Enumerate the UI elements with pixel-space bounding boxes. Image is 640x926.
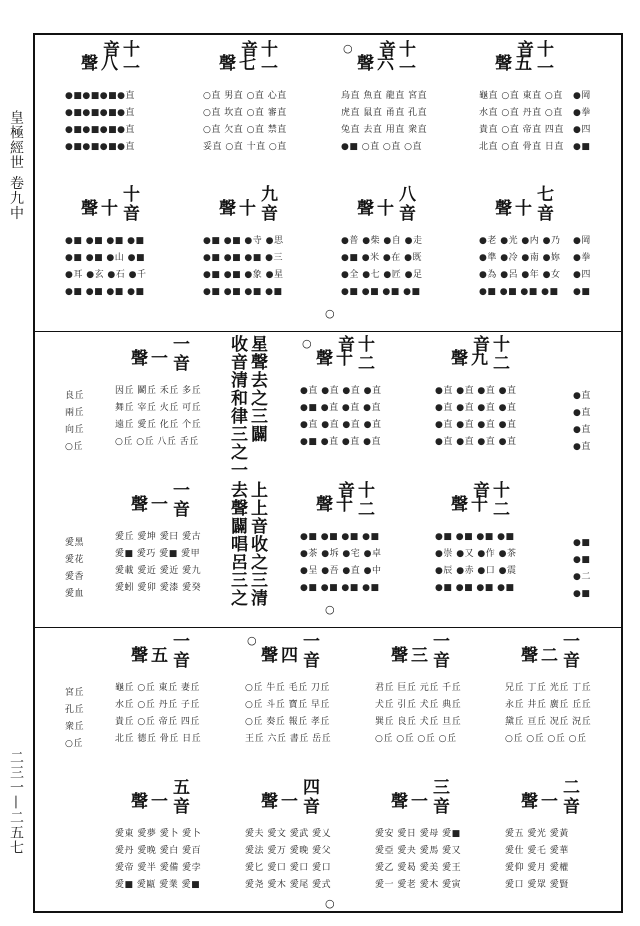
block-heading-sound: 八聲 bbox=[77, 54, 117, 73]
extra-row: ●■ bbox=[573, 555, 591, 565]
block-row: ●■ ●■ ●■ ●■ bbox=[300, 532, 380, 542]
block-row: ●■●■●■●直 bbox=[65, 91, 135, 101]
block-row: ●■ ●■ ●■ ●■ bbox=[341, 287, 421, 297]
block-heading-sound: 十聲 bbox=[447, 495, 487, 514]
block-row: 愛匕 愛口 愛口 愛口 bbox=[245, 863, 332, 873]
block-row: ●■●■●■●直 bbox=[65, 142, 135, 152]
block-row: ●■ ●直 ●直 ●直 bbox=[300, 403, 381, 413]
block-row: 愛五 愛光 愛黃 bbox=[505, 829, 569, 839]
page-frame bbox=[33, 33, 623, 913]
block-heading-sound: 三聲 bbox=[387, 646, 427, 665]
verse-block bbox=[341, 185, 469, 333]
block-row: ●■ ●直 ●直 ●直 bbox=[300, 437, 381, 447]
block-heading-sound: 六聲 bbox=[353, 54, 393, 73]
extra-row: 愛黑 bbox=[65, 538, 85, 548]
block-heading bbox=[449, 481, 509, 521]
block-heading-sound: 二聲 bbox=[517, 646, 557, 665]
section-2-left-column-lower bbox=[65, 535, 105, 603]
block-heading-tone: 一音 bbox=[169, 335, 189, 373]
extra-row: 愛香 bbox=[65, 572, 85, 582]
block-row: ○直 坎直 ○直 審直 bbox=[203, 108, 287, 118]
block-row: 愛安 愛日 愛母 愛■ bbox=[375, 829, 461, 839]
block-heading-sound: 十聲 bbox=[491, 199, 531, 218]
extra-row: 兩丘 bbox=[65, 408, 85, 418]
block-row: 愛法 愛万 愛晚 愛父 bbox=[245, 846, 332, 856]
verse-block bbox=[65, 185, 193, 333]
note-line: 星聲去之三闢 bbox=[247, 335, 267, 443]
block-heading-sound: 一聲 bbox=[257, 792, 297, 811]
block-row: ●■ ●■ ●山 ●■ bbox=[65, 253, 146, 263]
block-heading bbox=[79, 40, 139, 80]
block-row: ●■ ●■ ●■ ●■ bbox=[435, 583, 515, 593]
block-heading bbox=[217, 185, 277, 225]
block-row: ●■ ●■ ●■ ●■ bbox=[479, 287, 559, 297]
block-rows bbox=[341, 233, 467, 301]
block-rows bbox=[245, 680, 371, 748]
block-heading bbox=[129, 778, 189, 818]
block-rows bbox=[115, 383, 241, 451]
block-row: 愛東 愛夢 愛卜 愛卜 bbox=[115, 829, 202, 839]
circle-mark: ○ bbox=[343, 42, 353, 55]
verse-block bbox=[203, 40, 331, 188]
extra-row: ●岡 bbox=[573, 91, 591, 101]
verse-block bbox=[115, 335, 243, 483]
block-row: ●直 ●直 ●直 ●直 bbox=[435, 386, 517, 396]
extra-row: 孔丘 bbox=[65, 705, 85, 715]
block-heading-tone: 一音 bbox=[169, 632, 189, 670]
verse-block bbox=[505, 778, 633, 926]
block-row: 愛■ 愛甌 愛業 愛■ bbox=[115, 880, 201, 890]
circle-mark: ○ bbox=[302, 337, 312, 350]
block-row: 愛口 愛眾 愛賢 bbox=[505, 880, 569, 890]
section-1-side-column-lower bbox=[573, 233, 613, 301]
verse-block bbox=[505, 632, 633, 780]
verse-block bbox=[115, 778, 243, 926]
block-heading bbox=[493, 185, 553, 225]
block-heading bbox=[129, 632, 189, 672]
verse-block bbox=[245, 778, 373, 926]
extra-row: ●直 bbox=[573, 408, 591, 418]
block-row: 愛仰 愛月 愛權 bbox=[505, 863, 569, 873]
block-heading-tone: 十一音 bbox=[513, 40, 553, 78]
block-row: 愛蚓 愛卯 愛漆 愛癸 bbox=[115, 583, 202, 593]
block-heading bbox=[493, 40, 553, 80]
block-row: ●■ ●■ ●象 ●星 bbox=[203, 270, 284, 280]
section-2-right-column-lower bbox=[573, 535, 613, 603]
verse-block bbox=[375, 632, 503, 780]
verse-block bbox=[300, 335, 428, 483]
extra-row: ●岡 bbox=[573, 236, 591, 246]
block-row: ○丘 ○丘 八丘 舌丘 bbox=[115, 437, 199, 447]
block-rows bbox=[435, 383, 561, 451]
block-heading-tone: 十二音 bbox=[469, 481, 509, 519]
block-row: ○丘 斗丘 寶丘 早丘 bbox=[245, 700, 330, 710]
block-row: ●■ ●■ ●■ ●■ bbox=[65, 287, 145, 297]
block-row: 因丘 鬭丘 禾丘 多丘 bbox=[115, 386, 202, 396]
block-heading-sound: 九聲 bbox=[447, 349, 487, 368]
block-row: ●普 ●柴 ●自 ●走 bbox=[341, 236, 423, 246]
block-row: 北丘 德丘 骨丘 日丘 bbox=[115, 734, 202, 744]
block-heading bbox=[519, 632, 579, 672]
block-row: ○丘 奏丘 報丘 孝丘 bbox=[245, 717, 330, 727]
extra-row: ●■ bbox=[573, 538, 591, 548]
block-rows bbox=[300, 529, 426, 597]
block-rows bbox=[245, 826, 371, 894]
extra-row: ●拳 bbox=[573, 108, 591, 118]
block-heading bbox=[79, 185, 139, 225]
block-row: 水丘 ○丘 丹丘 子丘 bbox=[115, 700, 200, 710]
block-heading bbox=[314, 481, 374, 521]
block-heading-tone: 十二音 bbox=[334, 335, 374, 373]
block-row: 龜丘 ○丘 東丘 妻丘 bbox=[115, 683, 200, 693]
extra-row: 衆丘 bbox=[65, 722, 85, 732]
block-row: ○丘 ○丘 ○丘 ○丘 bbox=[375, 734, 457, 744]
verse-block bbox=[375, 778, 503, 926]
block-row: ●呈 ●吾 ●直 ●中 bbox=[300, 566, 382, 576]
block-rows bbox=[115, 826, 241, 894]
verse-block bbox=[341, 40, 469, 188]
block-row: 愛丹 愛晚 愛白 愛百 bbox=[115, 846, 202, 856]
block-heading bbox=[129, 335, 189, 375]
block-row: 兄丘 丁丘 光丘 丁丘 bbox=[505, 683, 592, 693]
block-row: 舞丘 宰丘 火丘 可丘 bbox=[115, 403, 202, 413]
block-row: 烏直 魚直 龍直 宮直 bbox=[341, 91, 428, 101]
block-heading-tone: 五音 bbox=[169, 778, 189, 816]
block-row: ●直 ●直 ●直 ●直 bbox=[300, 386, 382, 396]
block-heading-tone: 八音 bbox=[395, 185, 415, 223]
section-1-side-column bbox=[573, 88, 613, 156]
block-heading-tone: 十二音 bbox=[469, 335, 509, 373]
block-row: 巽丘 良丘 犬丘 旦丘 bbox=[375, 717, 462, 727]
block-row: 貴直 ○直 帝直 四直 bbox=[479, 125, 564, 135]
block-heading-tone: 十一音 bbox=[99, 40, 139, 78]
block-heading-tone: 十一音 bbox=[237, 40, 277, 78]
block-row: 愛丘 愛坤 愛曰 愛古 bbox=[115, 532, 202, 542]
block-rows bbox=[115, 680, 241, 748]
block-row: ●耳 ●玄 ●石 ●千 bbox=[65, 270, 147, 280]
block-row: ○丘 牛丘 毛丘 刀丘 bbox=[245, 683, 330, 693]
block-heading-sound: 五聲 bbox=[491, 54, 531, 73]
extra-row: ●■ bbox=[573, 589, 591, 599]
verse-block bbox=[115, 481, 243, 629]
block-row: ●直 ●直 ●直 ●直 bbox=[435, 437, 517, 447]
block-heading-tone: 九音 bbox=[257, 185, 277, 223]
block-row: ●■ ●■ ●■ ●三 bbox=[203, 253, 284, 263]
block-rows bbox=[505, 680, 631, 748]
extra-row: 宮丘 bbox=[65, 688, 85, 698]
block-rows bbox=[115, 529, 241, 597]
block-row: 虎直 鼠直 甬直 孔直 bbox=[341, 108, 428, 118]
extra-row: ●四 bbox=[573, 270, 591, 280]
block-heading-tone: 一音 bbox=[299, 632, 319, 670]
block-heading-sound: 十聲 bbox=[312, 349, 352, 368]
block-row: 犬丘 引丘 犬丘 典丘 bbox=[375, 700, 462, 710]
extra-row: ●■ bbox=[573, 142, 591, 152]
block-heading-sound: 十聲 bbox=[353, 199, 393, 218]
block-row: ●■ ●■ ●■ ●■ bbox=[435, 532, 515, 542]
extra-row: ○丘 bbox=[65, 442, 83, 452]
block-heading-sound: 十聲 bbox=[215, 199, 255, 218]
block-heading-sound: 四聲 bbox=[257, 646, 297, 665]
block-heading-tone: 一音 bbox=[429, 632, 449, 670]
block-heading bbox=[302, 335, 374, 375]
verse-block bbox=[115, 632, 243, 780]
block-heading-sound: 一聲 bbox=[387, 792, 427, 811]
block-heading-sound: 一聲 bbox=[127, 495, 167, 514]
block-row: ●■●■●■●直 bbox=[65, 108, 135, 118]
block-heading-tone: 十一音 bbox=[375, 40, 415, 78]
note-line: 上上音收之三清 bbox=[247, 481, 267, 607]
block-rows bbox=[300, 383, 426, 451]
block-row: ●■ ●■ ●寺 ●思 bbox=[203, 236, 284, 246]
block-heading-tone: 一音 bbox=[169, 481, 189, 519]
extra-row: ●直 bbox=[573, 425, 591, 435]
block-row: 兔直 去直 用直 衆直 bbox=[341, 125, 428, 135]
block-heading bbox=[389, 778, 449, 818]
block-heading-tone: 十二音 bbox=[334, 481, 374, 519]
block-heading bbox=[217, 40, 277, 80]
block-row: 愛夫 愛文 愛武 愛乂 bbox=[245, 829, 332, 839]
block-row: ●■●■●■●直 bbox=[65, 125, 135, 135]
section-2-right-column bbox=[573, 388, 613, 456]
block-heading-tone: 三音 bbox=[429, 778, 449, 816]
block-row: 龜直 ○直 東直 ○直 bbox=[479, 91, 563, 101]
block-row: 愛帝 愛半 愛備 愛孛 bbox=[115, 863, 202, 873]
extra-row: 愛花 bbox=[65, 555, 85, 565]
block-heading-tone: 十音 bbox=[119, 185, 139, 223]
block-heading-sound: 十聲 bbox=[77, 199, 117, 218]
block-row: 愛載 愛近 愛近 愛九 bbox=[115, 566, 202, 576]
circle-mark: ○ bbox=[247, 634, 257, 647]
block-row: 貴丘 ○丘 帝丘 四丘 bbox=[115, 717, 200, 727]
verse-block bbox=[203, 185, 331, 333]
block-heading-sound: 一聲 bbox=[127, 349, 167, 368]
extra-row: ○丘 bbox=[65, 739, 83, 749]
block-row: ●■ ●■ ●■ ●■ bbox=[65, 236, 145, 246]
block-row: 愛亞 愛夬 愛馬 愛又 bbox=[375, 846, 462, 856]
extra-row: ●直 bbox=[573, 391, 591, 401]
block-row: ○丘 ○丘 ○丘 ○丘 bbox=[505, 734, 587, 744]
block-heading bbox=[247, 632, 319, 672]
block-row: 愛乙 愛曷 愛美 愛王 bbox=[375, 863, 462, 873]
block-row: ●辰 ●赤 ●口 ●震 bbox=[435, 566, 517, 576]
block-rows bbox=[203, 233, 329, 301]
verse-block bbox=[65, 40, 193, 188]
block-heading-sound: 一聲 bbox=[127, 792, 167, 811]
block-heading-sound: 一聲 bbox=[517, 792, 557, 811]
verse-block bbox=[435, 335, 563, 483]
block-heading-sound: 五聲 bbox=[127, 646, 167, 665]
note-line: 去聲闢唱呂三之 bbox=[227, 481, 247, 607]
note-line: 收音清和律三之一 bbox=[227, 335, 247, 479]
section-3-left-column bbox=[65, 685, 105, 753]
block-heading bbox=[355, 185, 415, 225]
block-heading-sound: 十聲 bbox=[312, 495, 352, 514]
block-heading bbox=[129, 481, 189, 521]
block-row: ●準 ●冷 ●南 ●妳 bbox=[479, 253, 561, 263]
block-rows bbox=[435, 529, 561, 597]
block-row: ○直 男直 ○直 心直 bbox=[203, 91, 287, 101]
block-row: ●直 ●直 ●直 ●直 bbox=[300, 420, 382, 430]
block-row: 愛仕 愛乇 愛華 bbox=[505, 846, 569, 856]
section-2-note-upper bbox=[227, 335, 267, 479]
extra-row: ●直 bbox=[573, 442, 591, 452]
block-row: ●崇 ●又 ●作 ●茶 bbox=[435, 549, 517, 559]
block-heading-tone: 四音 bbox=[299, 778, 319, 816]
block-row: ●為 ●呂 ●年 ●女 bbox=[479, 270, 561, 280]
block-heading-sound: 七聲 bbox=[215, 54, 255, 73]
block-row: 愛一 愛老 愛木 愛寅 bbox=[375, 880, 462, 890]
block-row: ○直 欠直 ○直 禁直 bbox=[203, 125, 287, 135]
block-row: 黛丘 亘丘 况丘 況丘 bbox=[505, 717, 592, 727]
extra-row: 良丘 bbox=[65, 391, 85, 401]
block-rows bbox=[341, 88, 467, 156]
verse-block bbox=[245, 632, 373, 780]
block-rows bbox=[375, 680, 501, 748]
block-row: 遠丘 愛丘 化丘 个丘 bbox=[115, 420, 202, 430]
block-rows bbox=[505, 826, 631, 894]
block-row: 妥直 ○直 十直 ○直 bbox=[203, 142, 287, 152]
section-end-circle: ○ bbox=[325, 603, 335, 616]
verse-block bbox=[435, 481, 563, 629]
block-row: ●茶 ●坼 ●宅 ●卓 bbox=[300, 549, 382, 559]
verse-block bbox=[300, 481, 428, 629]
block-row: ●直 ●直 ●直 ●直 bbox=[435, 420, 517, 430]
block-row: 愛尧 愛木 愛尾 愛式 bbox=[245, 880, 332, 890]
extra-row: ●拳 bbox=[573, 253, 591, 263]
block-row: ●■ ●■ ●■ ●■ bbox=[300, 583, 380, 593]
block-heading-tone: 一音 bbox=[559, 632, 579, 670]
block-heading bbox=[389, 632, 449, 672]
block-row: 愛■ 愛巧 愛■ 愛甲 bbox=[115, 549, 201, 559]
block-heading-tone: 七音 bbox=[533, 185, 553, 223]
block-row: ●■ ●米 ●在 ●既 bbox=[341, 253, 422, 263]
block-heading-tone: 二音 bbox=[559, 778, 579, 816]
block-rows bbox=[65, 88, 191, 156]
block-row: ●全 ●七 ●匠 ●足 bbox=[341, 270, 423, 280]
section-end-circle: ○ bbox=[325, 307, 335, 320]
block-row: ●直 ●直 ●直 ●直 bbox=[435, 403, 517, 413]
block-heading bbox=[519, 778, 579, 818]
extra-row: ●■ bbox=[573, 287, 591, 297]
section-2-left-column bbox=[65, 388, 105, 456]
block-row: 君丘 巨丘 元丘 千丘 bbox=[375, 683, 462, 693]
block-row: ●■ ●■ ●■ ●■ bbox=[203, 287, 283, 297]
block-heading bbox=[343, 40, 415, 80]
book-title: 皇極經世 卷九中 bbox=[8, 110, 24, 221]
section-end-circle: ○ bbox=[325, 897, 335, 910]
block-heading bbox=[449, 335, 509, 375]
block-row: ●■ ○直 ○直 ○直 bbox=[341, 142, 422, 152]
block-row: ●老 ●光 ●内 ●乃 bbox=[479, 236, 561, 246]
section-2-note-lower bbox=[227, 481, 267, 607]
block-row: 王丘 六丘 書丘 岳丘 bbox=[245, 734, 332, 744]
block-row: 北直 ○直 骨直 日直 bbox=[479, 142, 564, 152]
extra-row: ●二 bbox=[573, 572, 591, 582]
block-rows bbox=[65, 233, 191, 301]
page-range: 二三一—二五七 bbox=[8, 750, 24, 855]
block-row: 水直 ○直 丹直 ○直 bbox=[479, 108, 563, 118]
extra-row: ●四 bbox=[573, 125, 591, 135]
block-heading bbox=[259, 778, 319, 818]
block-rows bbox=[375, 826, 501, 894]
block-rows bbox=[203, 88, 329, 156]
extra-row: 向丘 bbox=[65, 425, 85, 435]
extra-row: 愛血 bbox=[65, 589, 85, 599]
block-row: 永丘 井丘 廣丘 丘丘 bbox=[505, 700, 592, 710]
